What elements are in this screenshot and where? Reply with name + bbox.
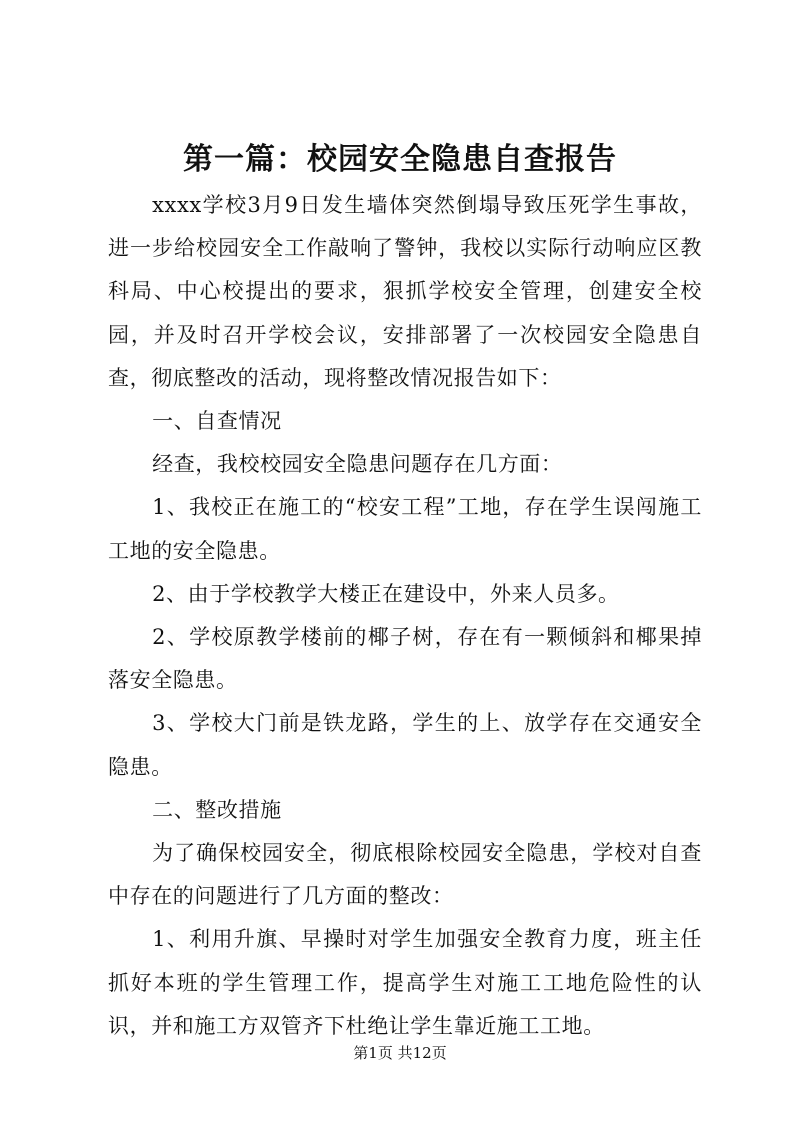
list-item-finding-1: 1、我校正在施工的“校安工程”工地，存在学生误闯施工工地的安全隐患。 — [108, 495, 702, 563]
list-item-measure-1: 1、利用升旗、早操时对学生加强安全教育力度，班主任抓好本班的学生管理工作，提高学生对施工工地危险性的认识，并和施工方双管齐下杜绝让学生靠近施工工地。 — [108, 927, 702, 1038]
document-body — [108, 184, 702, 1048]
paragraph-rectification-intro: 为了确保校园安全，彻底根除校园安全隐患，学校对自查中存在的问题进行了几方面的整改： — [108, 841, 702, 909]
section-heading-rectification: 二、整改措施 — [152, 797, 282, 822]
list-item-finding-2: 2、由于学校教学大楼正在建设中，外来人员多。 — [152, 581, 620, 606]
list-item-finding-4: 3、学校大门前是铁龙路，学生的上、放学存在交通安全隐患。 — [108, 711, 702, 779]
page-footer: 第1页 共12页 — [353, 1044, 447, 1062]
paragraph-findings-intro: 经查，我校校园安全隐患问题存在几方面： — [152, 452, 563, 477]
list-item-finding-3: 2、学校原教学楼前的椰子树，存在有一颗倾斜和椰果掉落安全隐患。 — [108, 625, 702, 693]
paragraph-intro: xxxx学校3月9日发生墙体突然倒塌导致压死学生事故，进一步给校园安全工作敲响了警钟，我校以实际行动响应区教科局、中心校提出的要求，狠抓学校安全管理，创建安全校园，并及时召开学校会议，安排部署了一次校园安全隐患自查，彻底整改的活动，现将整改情况报告如下： — [108, 193, 702, 390]
document-title: 第一篇：校园安全隐患自查报告 — [183, 142, 617, 177]
section-heading-self-check: 一、自查情况 — [152, 409, 282, 434]
